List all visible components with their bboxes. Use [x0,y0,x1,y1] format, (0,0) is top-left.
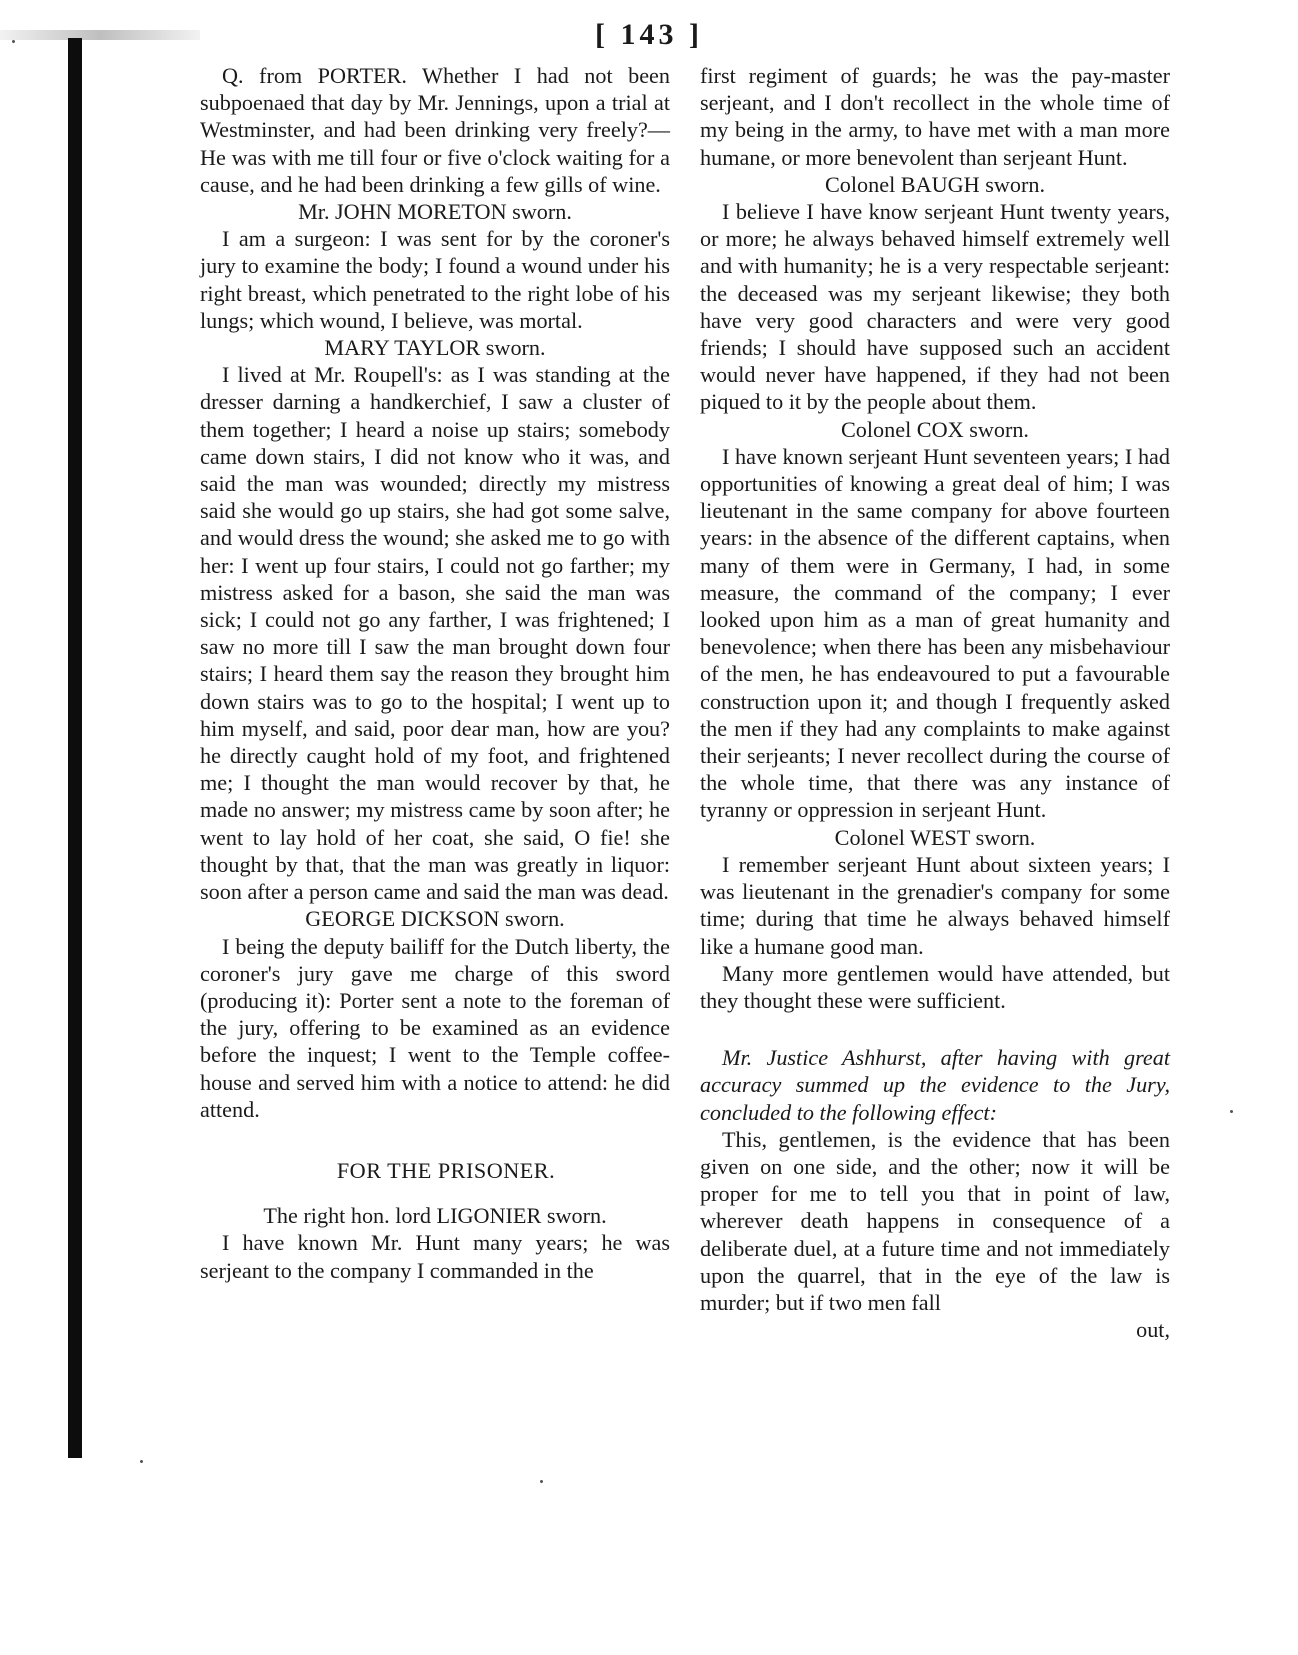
heading-baugh: Colonel BAUGH sworn. [824,171,1046,197]
page-number: [ 143 ] [595,18,703,51]
heading-taylor: MARY TAYLOR sworn. [324,335,546,361]
scan-speck [1230,1110,1233,1113]
left-column [200,62,670,1284]
summing-up-intro: Mr. Justice Ashhurst, after having with great accuracy summed up the evidence to the Jury, concluded to the following effect: [700,1045,1170,1125]
section-for-the-prisoner: FOR THE PRISONER. [336,1157,556,1183]
heading-ligonier: The right hon. lord LIGONIER sworn. [263,1203,607,1229]
porter-question: Q. from PORTER. Whether I had not been subpoenaed that day by Mr. Jennings, upon a trial at Westminster, and had been drinking very freely?—He was with me till four or five o'clock waiting for a cause, and he had been drinking a few gills of wine. [200,63,670,197]
spacer [700,1014,1170,1044]
dickson-testimony: I being the deputy bailiff for the Dutch liberty, the coroner's jury gave me charge of this sword (producing it): Porter sent a note to the foreman of the jury, offering to be examined as an evidence before the inquest; I went to the Temple coffee-house and served him with a notice to attend: he did attend. [200,933,670,1122]
scan-speck [140,1460,143,1463]
scan-speck [12,40,15,43]
moreton-testimony: I am a surgeon: I was sent for by the coroner's jury to examine the body; I found a wound under his right breast, which penetrated to the right lobe of his lungs; which wound, I believe, was mortal. [200,226,670,333]
west-testimony: I remember serjeant Hunt about sixteen years; I was lieutenant in the grenadier's company for some time; during that time he always behaved himself like a humane good man. [700,851,1170,959]
scan-speck [540,1480,543,1483]
cox-testimony: I have known serjeant Hunt seventeen years; I had opportunities of knowing a great deal of him; I was lieutenant in the same company for above fourteen years: in the absence of the different captains, when many of them were in Germany, I had, in some measure, the command of the company; I ever looked upon him as a man of great humanity and benevolence; when there has been any misbehaviour of the men, he has endeavoured to put a favourable construction upon it; and though I frequently asked the men if they had any complaints to make against their serjeants; I never recollect during the course of the whole time, that there was any instance of tyranny or oppression in serjeant Hunt. [700,443,1170,823]
heading-cox: Colonel COX sworn. [841,416,1029,442]
taylor-testimony: I lived at Mr. Roupell's: as I was standing at the dresser darning a handkerchief, I saw a cluster of them together; I heard a noise up stairs; somebody came down stairs, I did not know who it was, and said the man was wounded; directly my mistress said she would go up stairs, she had got some salve, and would dress the wound; she asked me to go with her: I went up four stairs, I could not go farther; my mistress asked for a bason, she said the man was sick; I could not go any farther, I was frightened; I saw no more till I saw the man brought down four stairs; I heard them say the reason they brought him down stairs was to go to the hospital; I went up to him myself, and said, poor dear man, how are you? he directly caught hold of my foot, and frightened me; I thought the man would recover by that, he made no answer; my mistress came by soon after; he went to lay hold of her coat, she said, O fie! she thought by that, that the man was greatly in liquor: soon after a person came and said the man was dead. [200,362,670,905]
heading-moreton: Mr. JOHN MORETON sworn. [298,199,572,225]
baugh-testimony: I believe I have know serjeant Hunt twenty years, or more; he always behaved himself extremely well and with humanity; he is a very respectable serjeant: the deceased was my serjeant likewise; they both have very good characters and were very good friends; I should have supposed such an accident would never have happened, if they had not been piqued to it by the people about them. [700,199,1170,415]
page-spine [68,38,82,1458]
heading-west: Colonel WEST sworn. [834,824,1036,850]
ligonier-testimony: I have known Mr. Hunt many years; he was serjeant to the company I commanded in the [200,1230,670,1283]
closing-note: Many more gentlemen would have attended, but they thought these were sufficient. [700,960,1170,1013]
ligonier-testimony-continued: first regiment of guards; he was the pay-master serjeant, and I don't recollect in the whole time of my being in the army, to have met with a man more humane, or more benevolent than serjeant Hunt. [700,63,1170,170]
heading-dickson: GEORGE DICKSON sworn. [305,906,565,932]
right-column [700,62,1170,1343]
judge-charge: This, gentlemen, is the evidence that has been given on one side, and the other; now it will be proper for me to tell you that in point of law, wherever death happens in consequence of a deliberate duel, at a future time and not immediately upon the quarrel, that in the eye of the law is murder; but if two men fall [700,1126,1170,1315]
catchword: out, [1136,1317,1170,1343]
